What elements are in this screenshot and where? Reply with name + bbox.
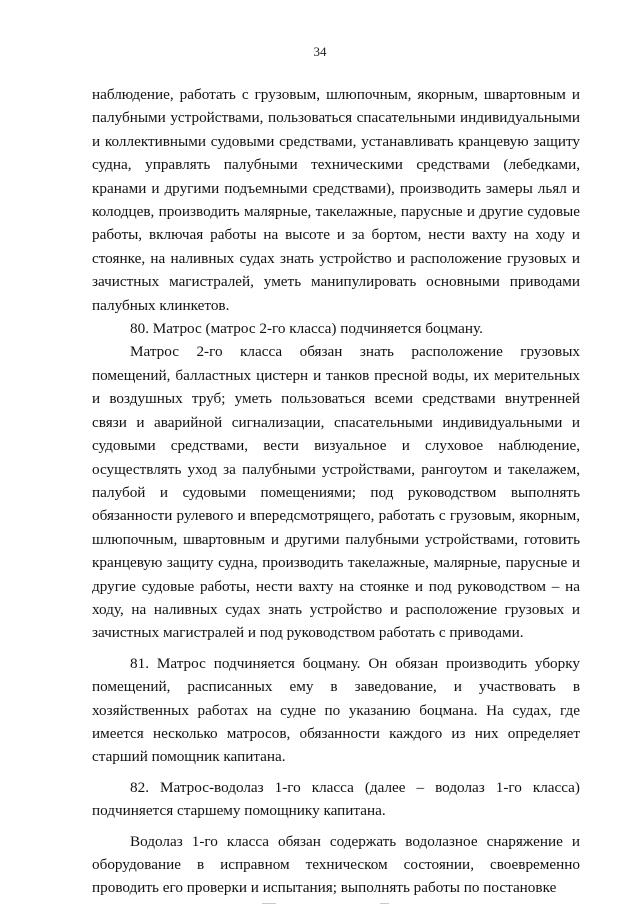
- page-number: 34: [313, 44, 327, 59]
- document-body: [92, 83, 580, 900]
- paragraph-item-80: 80. Матрос (матрос 2-го класса) подчиняется боцману.: [130, 320, 483, 338]
- paragraph-item-82-duties: Водолаз 1-го класса обязан содержать водолазное снаряжение и оборудование в исправном техническом состоянии, своевременно проводить его проверки и испытания; выполнять работы по постановке: [92, 832, 580, 897]
- paragraph-item-82: 82. Матрос-водолаз 1-го класса (далее – водолаз 1-го класса) подчиняется старшему помощнику капитана.: [92, 778, 580, 820]
- scan-artifact: [380, 903, 389, 904]
- paragraph-item-80-duties: Матрос 2-го класса обязан знать расположение грузовых помещений, балластных цистерн и танков пресной воды, их мерительных и воздушных труб; уметь пользоваться всеми средствами внутренней связи и аварийной сигнализации, спасательными индивидуальными и судовыми средствами, вести визуальное и слуховое наблюдение, осуществлять уход за палубными устройствами, рангоутом и такелажем, палубой и судовыми помещениями; под руководством выполнять обязанности рулевого и впередсмотрящего, работать с грузовым, якорным, шлюпочным, швартовным и другими палубными устройствами, готовить кранцевую защиту судна, производить такелажные, малярные, парусные и другие судовые работы, нести вахту на стоянке и под руководством – на ходу, на наливных судах знать устройство и расположение грузовых и зачистных магистралей и под руководством работать с приводами.: [92, 343, 580, 642]
- scan-artifact: [262, 903, 276, 904]
- paragraph-continuation: наблюдение, работать с грузовым, шлюпочным, якорным, швартовным и палубными устройствами, пользоваться спасательными индивидуальными и коллективными судовыми средствами, устанавливать кранцевую защиту судна, управлять палубными техническими средствами (лебедками, кранами и другими подъемными средствами), производить замеры льял и колодцев, производить малярные, такелажные, парусные и другие судовые работы, включая работы на высоте и за бортом, нести вахту на ходу и стоянке, на наливных судах знать устройство и расположение грузовых и зачистных магистралей, уметь манипулировать основными приводами палубных клинкетов.: [92, 86, 580, 314]
- paragraph-item-81: 81. Матрос подчиняется боцману. Он обязан производить уборку помещений, расписанных ему в заведование, и участвовать в хозяйственных работах на судне по указанию боцмана. На судах, где имеется несколько матросов, обязанности каждого из них определяет старший помощник капитана.: [92, 654, 580, 766]
